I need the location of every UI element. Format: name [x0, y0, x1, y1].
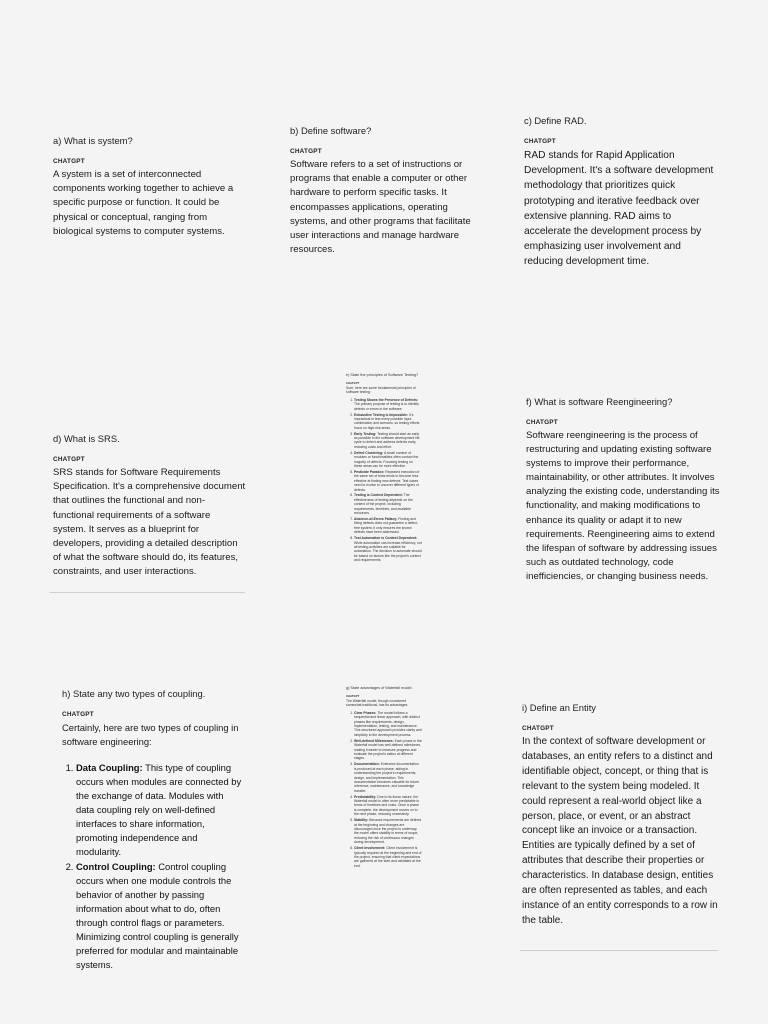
list-item: 6. Testing is Context Dependent: The effectiveness of testing depends on the context of the project, including requirements, timelines, and available resources. — [354, 493, 422, 515]
chatgpt-tag: CHATGPT — [62, 711, 94, 718]
list-item: 5. Pesticide Paradox: Repeated execution of the same set of tests tends to become less effective at finding new defects. Test cases need to evolve to uncover different types of defects. — [354, 470, 422, 492]
list-item: 2. Well-defined Milestones: Each phase in the Waterfall model has well-defined milestones, making it easier to measure progress and evaluate the project's status at different stages. — [354, 739, 422, 761]
question-d: d) What is SRS. — [53, 433, 120, 444]
card-reengineering — [526, 396, 726, 584]
card-software — [290, 125, 480, 257]
card-coupling — [62, 688, 242, 973]
chatgpt-tag: CHATGPT — [53, 158, 85, 165]
list-item: 2. Control Coupling: Control coupling occurs when one module controls the behavior of another by passing information about what to do, often through control flags or parameters. Minimizing control coupling is generally preferred for modular and maintainable systems. — [76, 860, 242, 972]
answer-a: A system is a set of interconnected components working together to achieve a specific purpose or function. It could be physical or conceptual, ranging from biological systems to computer systems. — [53, 169, 234, 237]
question-h: h) State any two types of coupling. — [62, 688, 206, 699]
list-item: 7. Absence-of-Errors Fallacy: Finding and fixing defects does not guarantee a defect-free system; it only ensures the known defects have been addressed. — [354, 517, 422, 535]
list-item: 8. Test Automation is Context Dependent: While automation can increase efficiency, not all testing activities are suitable for automation. The decision to automate should be based on factors like the project's context and requirements. — [354, 536, 422, 562]
question-f: f) What is software Reengineering? — [526, 396, 673, 407]
card-waterfall-advantages — [346, 686, 422, 870]
list-item: 4. Defect Clustering: A small number of modules or functionalities often contain the majority of defects. Focusing testing on these areas can be more effective. — [354, 451, 422, 469]
divider — [520, 950, 718, 951]
card-rad — [524, 115, 720, 270]
question-i: i) Define an Entity — [522, 702, 596, 713]
intro-g: The Waterfall model, though considered somewhat traditional, has its advantages: — [346, 699, 409, 708]
card-system — [53, 135, 243, 239]
chatgpt-tag: CHATGPT — [290, 148, 322, 155]
chatgpt-tag: CHATGPT — [346, 380, 360, 385]
intro-e: Sure, here are some fundamental principles of software testing: — [346, 386, 416, 395]
list-item: 6. Client Involvement: Client involvement is typically required at the beginning and end of the project, ensuring that client expectations are gathered at the start and validated at the end. — [354, 846, 422, 868]
question-b: b) Define software? — [290, 125, 372, 136]
coupling-list — [62, 761, 242, 972]
list-item: 3. Early Testing: Testing should start as early as possible in the software development life cycle to detect and address defects early, reducing costs and effort. — [354, 432, 422, 450]
list-item: 2. Exhaustive Testing is Impossible: It's impractical to test every possible input combination and scenario, so testing efforts focus on high-risk areas. — [354, 413, 422, 431]
list-item: 5. Stability: Because requirements are defined at the beginning and changes are discouraged once the project is underway, the model offers stability in terms of scope, reducing the risk of continuous changes during development. — [354, 818, 422, 844]
answer-f: Software reengineering is the process of restructuring and updating existing software systems to improve their performance, maintainability, or other attributes. It involves analyzing the existing code, understanding its functionality, and making modifications to enhance its quality or adapt it to new requirements. Reengineering aims to extend the lifespan of software by addressing issues such as outdated technology, code inefficiencies, or changing business needs. — [526, 430, 720, 582]
chatgpt-tag: CHATGPT — [522, 725, 554, 732]
intro-h: Certainly, here are two types of coupling in software engineering: — [62, 722, 239, 747]
list-item: 1. Clear Phases: The model follows a sequential and linear approach, with distinct phases like requirements, design, implementation, testing, and maintenance. This structured approach provides clarity and simplicity to the development process. — [354, 711, 422, 737]
list-item: 1. Testing Shows the Presence of Defects: The primary purpose of testing is to identify defects or errors in the software. — [354, 398, 422, 411]
answer-i: In the context of software development or databases, an entity refers to a distinct and identifiable object, concept, or thing that is relevant to the system being modeled. It could represent a real-world object like a person, place, or event, or an abstract concept like an invoice or a transaction. Entities are typically defined by a set of attributes that describe their properties or characteristics. In database design, entities are often represented as tables, and each instance of an entity corresponds to a row in the table. — [522, 736, 718, 926]
divider — [50, 592, 245, 593]
card-srs — [53, 433, 246, 580]
list-item: 1. Data Coupling: This type of coupling occurs when modules are connected by the exchange of data. Modules with data coupling rely on well-defined interfaces to share information, promoting independence and modularity. — [76, 761, 242, 859]
list-item: 4. Predictability: Due to its linear nature, the Waterfall model is often more predictable in terms of timelines and costs. Once a phase is complete, the development moves on to the next phase, reducing uncertainty. — [354, 795, 422, 817]
answer-c: RAD stands for Rapid Application Development. It's a software development methodology that prioritizes quick prototyping and iterative feedback over extensive planning. RAD aims to accelerate the development process by emphasizing user involvement and reducing development time. — [524, 150, 714, 268]
question-a: a) What is system? — [53, 135, 133, 146]
question-g: g) State advantages of Waterfall model. — [346, 686, 413, 690]
question-e: e) State the principles of Software Testing? — [346, 373, 419, 377]
card-testing-principles — [346, 373, 422, 564]
chatgpt-tag: CHATGPT — [526, 419, 558, 426]
advantages-list — [346, 711, 422, 868]
list-item: 3. Documentation: Extensive documentation is produced at each phase, aiding in understanding the project's requirements, design, and implementation. This documentation becomes valuable for future reference, maintenance, and knowledge transfer. — [354, 762, 422, 793]
answer-d: SRS stands for Software Requirements Specification. It's a comprehensive document that outlines the functional and non-functional requirements of a software system. It serves as a blueprint for developers, providing a detailed description of what the software should do, its features, constraints, and user interactions. — [53, 467, 246, 578]
chatgpt-tag: CHATGPT — [53, 456, 85, 463]
principles-list — [346, 398, 422, 563]
chatgpt-tag: CHATGPT — [524, 138, 556, 145]
answer-b: Software refers to a set of instructions or programs that enable a computer or other hardware to perform specific tasks. It encompasses applications, operating systems, and other programs that facilitate user interactions and manage hardware resources. — [290, 159, 471, 256]
question-c: c) Define RAD. — [524, 115, 587, 126]
chatgpt-tag: CHATGPT — [346, 693, 360, 698]
card-entity — [522, 702, 718, 929]
